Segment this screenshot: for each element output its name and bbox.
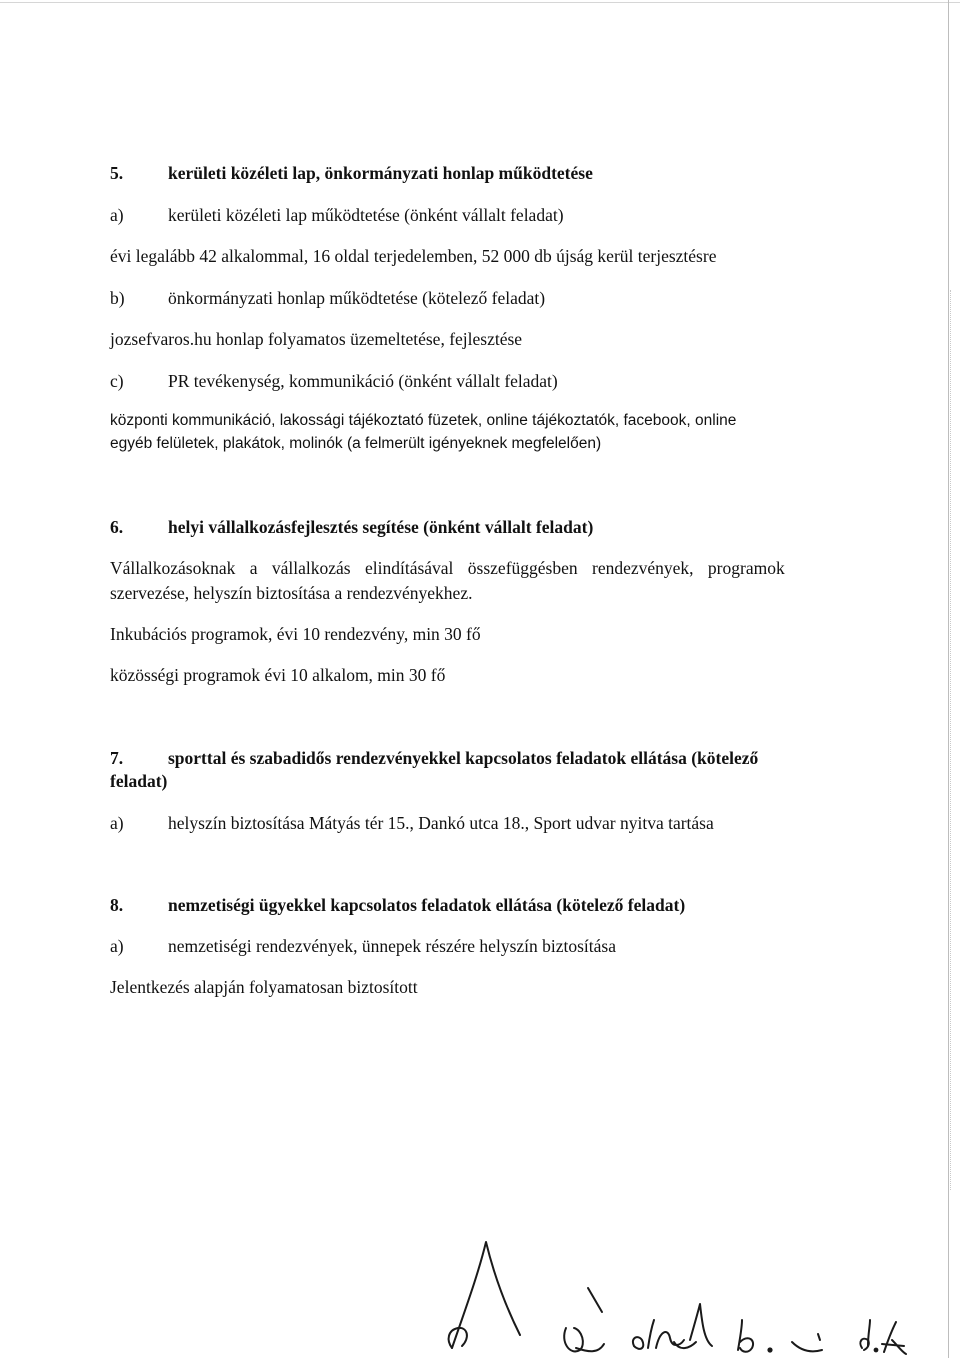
- section-5-item-c-detail-line-2: egyéb felületek, plakátok, molinók (a felmerült igényeknek megfelelően): [110, 435, 602, 452]
- section-5-item-b-label: b): [110, 288, 125, 308]
- section-5-item-b-detail: jozsefvaros.hu honlap folyamatos üzemeltetése, fejlesztése: [110, 329, 523, 349]
- section-5-item-b-text: önkormányzati honlap működtetése (kötelező feladat): [168, 288, 546, 308]
- section-5-title: kerületi közéleti lap, önkormányzati honlap működtetése: [168, 163, 593, 183]
- section-5-item-c-label: c): [110, 371, 124, 391]
- section-8-item-a-text: nemzetiségi rendezvények, ünnepek részére helyszín biztosítása: [168, 936, 617, 956]
- section-6-line-community: közösségi programok évi 10 alkalom, min 30 fő: [110, 665, 446, 685]
- section-6-line-incubation: Inkubációs programok, évi 10 rendezvény, min 30 fő: [110, 624, 481, 644]
- section-5-number: 5.: [110, 163, 124, 183]
- section-8-detail: Jelentkezés alapján folyamatosan biztosított: [110, 977, 418, 997]
- page-right-edge: [948, 0, 949, 1358]
- section-8-number: 8.: [110, 895, 124, 915]
- section-7-item-a-label: a): [110, 813, 124, 833]
- scan-artifact: [950, 290, 953, 1190]
- section-7-number: 7.: [110, 748, 124, 768]
- section-8-item-a-label: a): [110, 936, 124, 956]
- handwritten-initials: [0, 1230, 960, 1358]
- section-6-paragraph-line-1: Vállalkozásoknak a vállalkozás elindításával összefüggésben rendezvények, programok: [110, 558, 785, 578]
- section-5-item-a-detail: évi legalább 42 alkalommal, 16 oldal terjedelemben, 52 000 db újság kerül terjesztésre: [110, 246, 717, 266]
- section-7-title-line-1: sporttal és szabadidős rendezvényekkel kapcsolatos feladatok ellátása (kötelező: [168, 748, 759, 768]
- section-5-item-c-detail-line-1: központi kommunikáció, lakossági tájékoztató füzetek, online tájékoztatók, facebook, online: [110, 412, 737, 429]
- section-5-item-a-label: a): [110, 205, 124, 225]
- section-7-item-a-text: helyszín biztosítása Mátyás tér 15., Dankó utca 18., Sport udvar nyitva tartása: [168, 813, 714, 833]
- page-top-edge: [0, 2, 960, 3]
- section-8-title: nemzetiségi ügyekkel kapcsolatos feladatok ellátása (kötelező feladat): [168, 895, 686, 915]
- section-6-paragraph-line-2: szervezése, helyszín biztosítása a rendezvényekhez.: [110, 583, 473, 603]
- section-5-item-a-text: kerületi közéleti lap működtetése (önként vállalt feladat): [168, 205, 564, 225]
- section-6-title: helyi vállalkozásfejlesztés segítése (önként vállalt feladat): [168, 517, 594, 537]
- section-6-number: 6.: [110, 517, 124, 537]
- section-5-item-c-text: PR tevékenység, kommunikáció (önként vállalt feladat): [168, 371, 558, 391]
- section-7-title-line-2: feladat): [110, 771, 168, 791]
